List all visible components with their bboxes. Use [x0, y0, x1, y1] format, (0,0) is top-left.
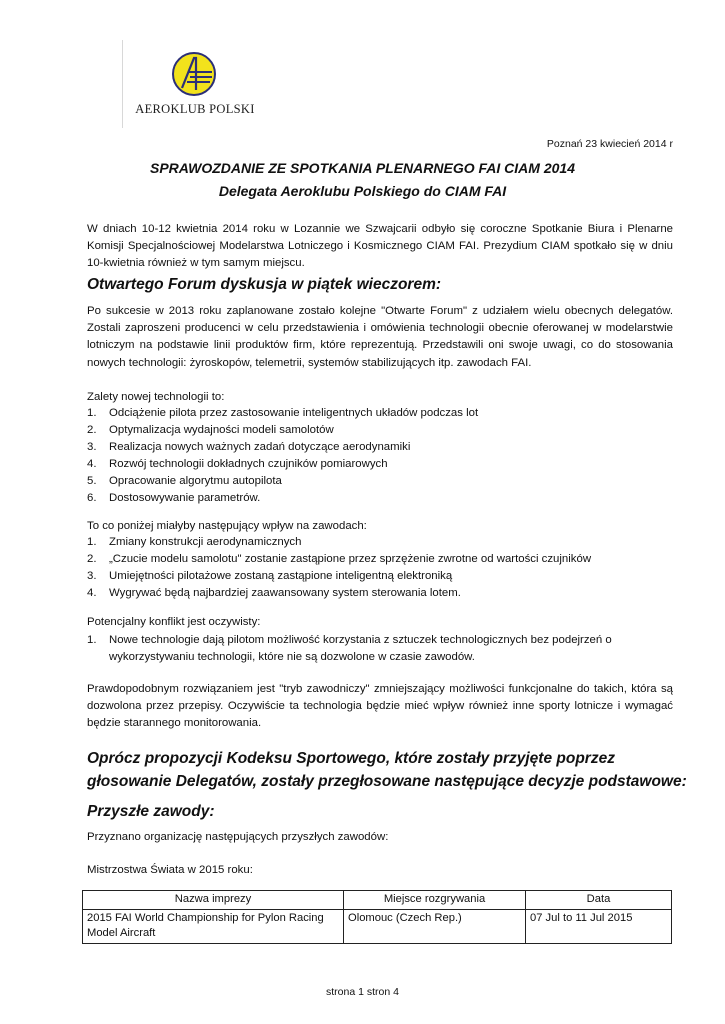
competitions-table	[82, 890, 672, 944]
solution-paragraph: Prawdopodobnym rozwiązaniem jest "tryb zawodniczy" zmniejszający możliwości funkcjonalne do takich, która są dozwolona przez przepisy. Oczywiście ta technologia będzie mieć wpływ również inne sporty lotnicze i wymagać będzie starannego monitorowania.	[87, 683, 673, 730]
table-header-row	[83, 891, 672, 910]
effects-list	[87, 534, 677, 602]
advantages-intro: Zalety nowej technologii to:	[87, 391, 225, 403]
list-item: 2. „Czucie modelu samolotu" zostanie zastąpione przez sprzężenie zwrotne od wartości czujników	[87, 553, 592, 565]
future-intro: Przyznano organizację następujących przyszłych zawodów:	[87, 831, 389, 843]
decisions-heading: Oprócz propozycji Kodeksu Sportowego, które zostały przyjęte poprzez głosowanie Delegatów, zostały przegłosowane następujące decyzje podstawowe:	[87, 750, 687, 790]
table-row	[83, 909, 672, 943]
document-subtitle: Delegata Aeroklubu Polskiego do CIAM FAI	[218, 183, 507, 199]
intro-paragraph: W dniach 10-12 kwietnia 2014 roku w Lozannie we Szwajcarii odbyło się coroczne Spotkanie Biura i Plenarne Komisji Specjalnościowej Modelarstwa Lotniczego i Kosmicznego CIAM FAI. Prezydium CIAM spotkało się w dniu 10-kwietnia również w tym samym miejscu.	[87, 223, 673, 270]
list-item: 1. Zmiany konstrukcji aerodynamicznych	[87, 536, 302, 548]
world-championship-label: Mistrzostwa Świata w 2015 roku:	[87, 864, 253, 876]
logo-divider	[122, 40, 123, 128]
forum-paragraph: Po sukcesie w 2013 roku zaplanowane zostało kolejne "Otwarte Forum" z udziałem wielu obecnych delegatów. Zostali zaproszeni producenci w celu przedstawienia i omówienia technologii obecnie oferowanej w modelarstwie lotniczym na podstawie linii produktów firm, które reprezentują. Przedstawili oni swoje uwagi, co do stosowania nowych technologii: żyroskopów, telemetrii, systemów stabilizujących itp. zawodach FAI.	[87, 305, 673, 369]
conflict-list	[87, 632, 677, 666]
aeroklub-emblem-icon	[170, 50, 218, 98]
document-title: SPRAWOZDANIE ZE SPOTKANIA PLENARNEGO FAI CIAM 2014	[150, 160, 575, 176]
conflict-intro: Potencjalny konflikt jest oczywisty:	[87, 616, 261, 628]
list-item: 4. Rozwój technologii dokładnych czujników pomiarowych	[87, 458, 388, 470]
list-item: 1. Nowe technologie dają pilotom możliwość korzystania z sztuczek technologicznych bez podejrzeń o wykorzystywaniu technologii, które nie są dozwolone w czasie zawodów.	[87, 634, 612, 663]
logo-text: AEROKLUB POLSKI	[135, 102, 255, 116]
table-cell: Olomouc (Czech Rep.)	[344, 909, 526, 943]
list-item: 2. Optymalizacja wydajności modeli samolotów	[87, 424, 334, 436]
column-header: Nazwa imprezy	[83, 891, 344, 910]
table-cell: 2015 FAI World Championship for Pylon Racing Model Aircraft	[83, 909, 344, 943]
document-date: Poznań 23 kwiecień 2014 r	[546, 138, 673, 150]
list-item: 5. Opracowanie algorytmu autopilota	[87, 475, 282, 487]
list-item: 3. Realizacja nowych ważnych zadań dotyczące aerodynamiki	[87, 441, 411, 453]
list-item: 6. Dostosowywanie parametrów.	[87, 492, 261, 504]
logo	[122, 36, 262, 132]
table-cell: 07 Jul to 11 Jul 2015	[526, 909, 672, 943]
list-item: 1. Odciążenie pilota przez zastosowanie inteligentnych układów podczas lot	[87, 407, 479, 419]
column-header: Data	[526, 891, 672, 910]
column-header: Miejsce rozgrywania	[344, 891, 526, 910]
list-item: 4. Wygrywać będą najbardziej zaawansowany system sterowania lotem.	[87, 587, 461, 599]
effects-intro: To co poniżej miałyby następujący wpływ na zawodach:	[87, 520, 367, 532]
advantages-list	[87, 405, 677, 507]
list-item: 3. Umiejętności pilotażowe zostaną zastąpione inteligentną elektroniką	[87, 570, 453, 582]
future-heading: Przyszłe zawody:	[87, 803, 215, 820]
forum-heading: Otwartego Forum dyskusja w piątek wieczorem:	[87, 276, 442, 293]
page-number: strona 1 stron 4	[326, 986, 399, 998]
